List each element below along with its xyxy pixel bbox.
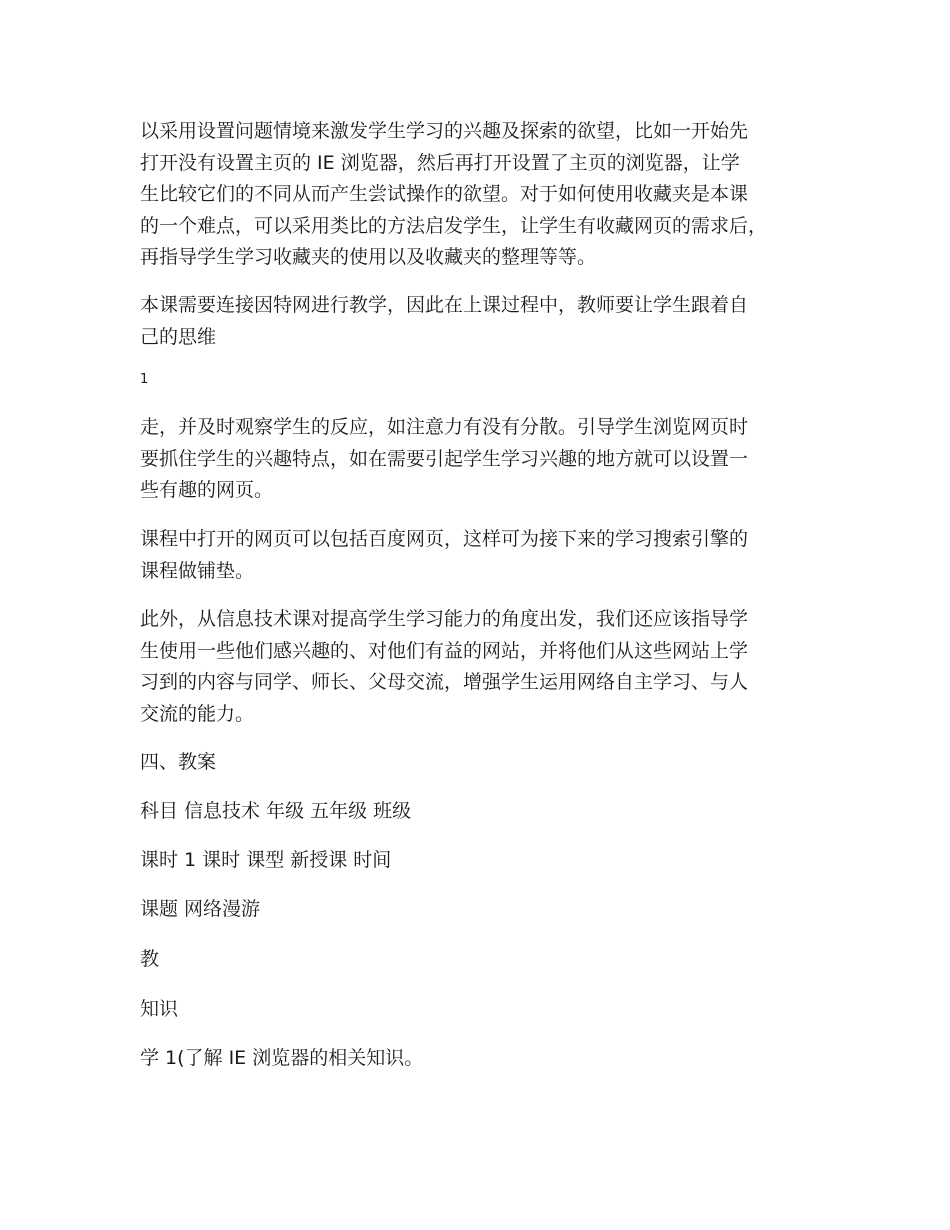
text-line: 再指导学生学习收藏夹的使用以及收藏夹的整理等等。 xyxy=(140,246,597,268)
text-line: 课时 1 课时 课型 新授课 时间 xyxy=(140,849,392,871)
text-line: 生比较它们的不同从而产生尝试操作的欲望。对于如何使用收藏夹是本课 xyxy=(140,183,749,205)
paragraph-learning-ability xyxy=(140,604,830,730)
text-line: 知识 xyxy=(140,998,179,1020)
text-line: 交流的能力。 xyxy=(140,702,255,725)
text-line: 此外，从信息技术课对提高学生学习能力的角度出发，我们还应该指导学 xyxy=(140,608,749,630)
text-line: 科目 信息技术 年级 五年级 班级 xyxy=(140,800,412,822)
paragraph-teaching-method xyxy=(140,116,830,274)
page-number: 1 xyxy=(140,372,149,387)
text-line: 己的思维 xyxy=(140,325,217,348)
text-line: 本课需要连接因特网进行教学，因此在上课过程中，教师要让学生跟着自 xyxy=(140,294,749,316)
text-line: 以采用设置问题情境来激发学生学习的兴趣及探索的欲望，比如一开始先 xyxy=(140,120,749,142)
text-line: 习到的内容与同学、师长、父母交流，增强学生运用网络自主学习、与人 xyxy=(140,671,749,693)
paragraph-baidu xyxy=(140,524,830,587)
section-heading-lesson-plan xyxy=(140,747,830,779)
text-line: 要抓住学生的兴趣特点，如在需要引起学生学习兴趣的地方就可以设置一 xyxy=(140,447,749,470)
text-line: 教 xyxy=(140,948,160,970)
lesson-knowledge-label xyxy=(140,994,830,1026)
text-line: 生使用一些他们感兴趣的、对他们有益的网站，并将他们从这些网站上学 xyxy=(140,639,749,662)
paragraph-observation xyxy=(140,412,830,507)
text-line: 学 1(了解 IE 浏览器的相关知识。 xyxy=(140,1047,424,1069)
paragraph-internet-requirement xyxy=(140,290,830,353)
lesson-subject-row xyxy=(140,796,830,828)
text-line: 的一个难点，可以采用类比的方法启发学生，让学生有收藏网页的需求后， xyxy=(140,214,768,237)
text-line: 课程做铺垫。 xyxy=(140,559,255,582)
text-line: 打开没有设置主页的 IE 浏览器，然后再打开设置了主页的浏览器，让学 xyxy=(140,151,740,174)
lesson-learn-objective xyxy=(140,1043,830,1075)
text-line: 课题 网络漫游 xyxy=(140,898,261,920)
text-line: 走，并及时观察学生的反应，如注意力有没有分散。引导学生浏览网页时 xyxy=(140,416,749,438)
lesson-topic-row xyxy=(140,894,830,926)
text-line: 些有趣的网页。 xyxy=(140,479,274,501)
text-line: 四、教案 xyxy=(140,751,217,773)
lesson-period-row xyxy=(140,845,830,877)
lesson-teach-label xyxy=(140,944,830,976)
text-line: 课程中打开的网页可以包括百度网页，这样可为接下来的学习搜索引擎的 xyxy=(140,528,749,550)
